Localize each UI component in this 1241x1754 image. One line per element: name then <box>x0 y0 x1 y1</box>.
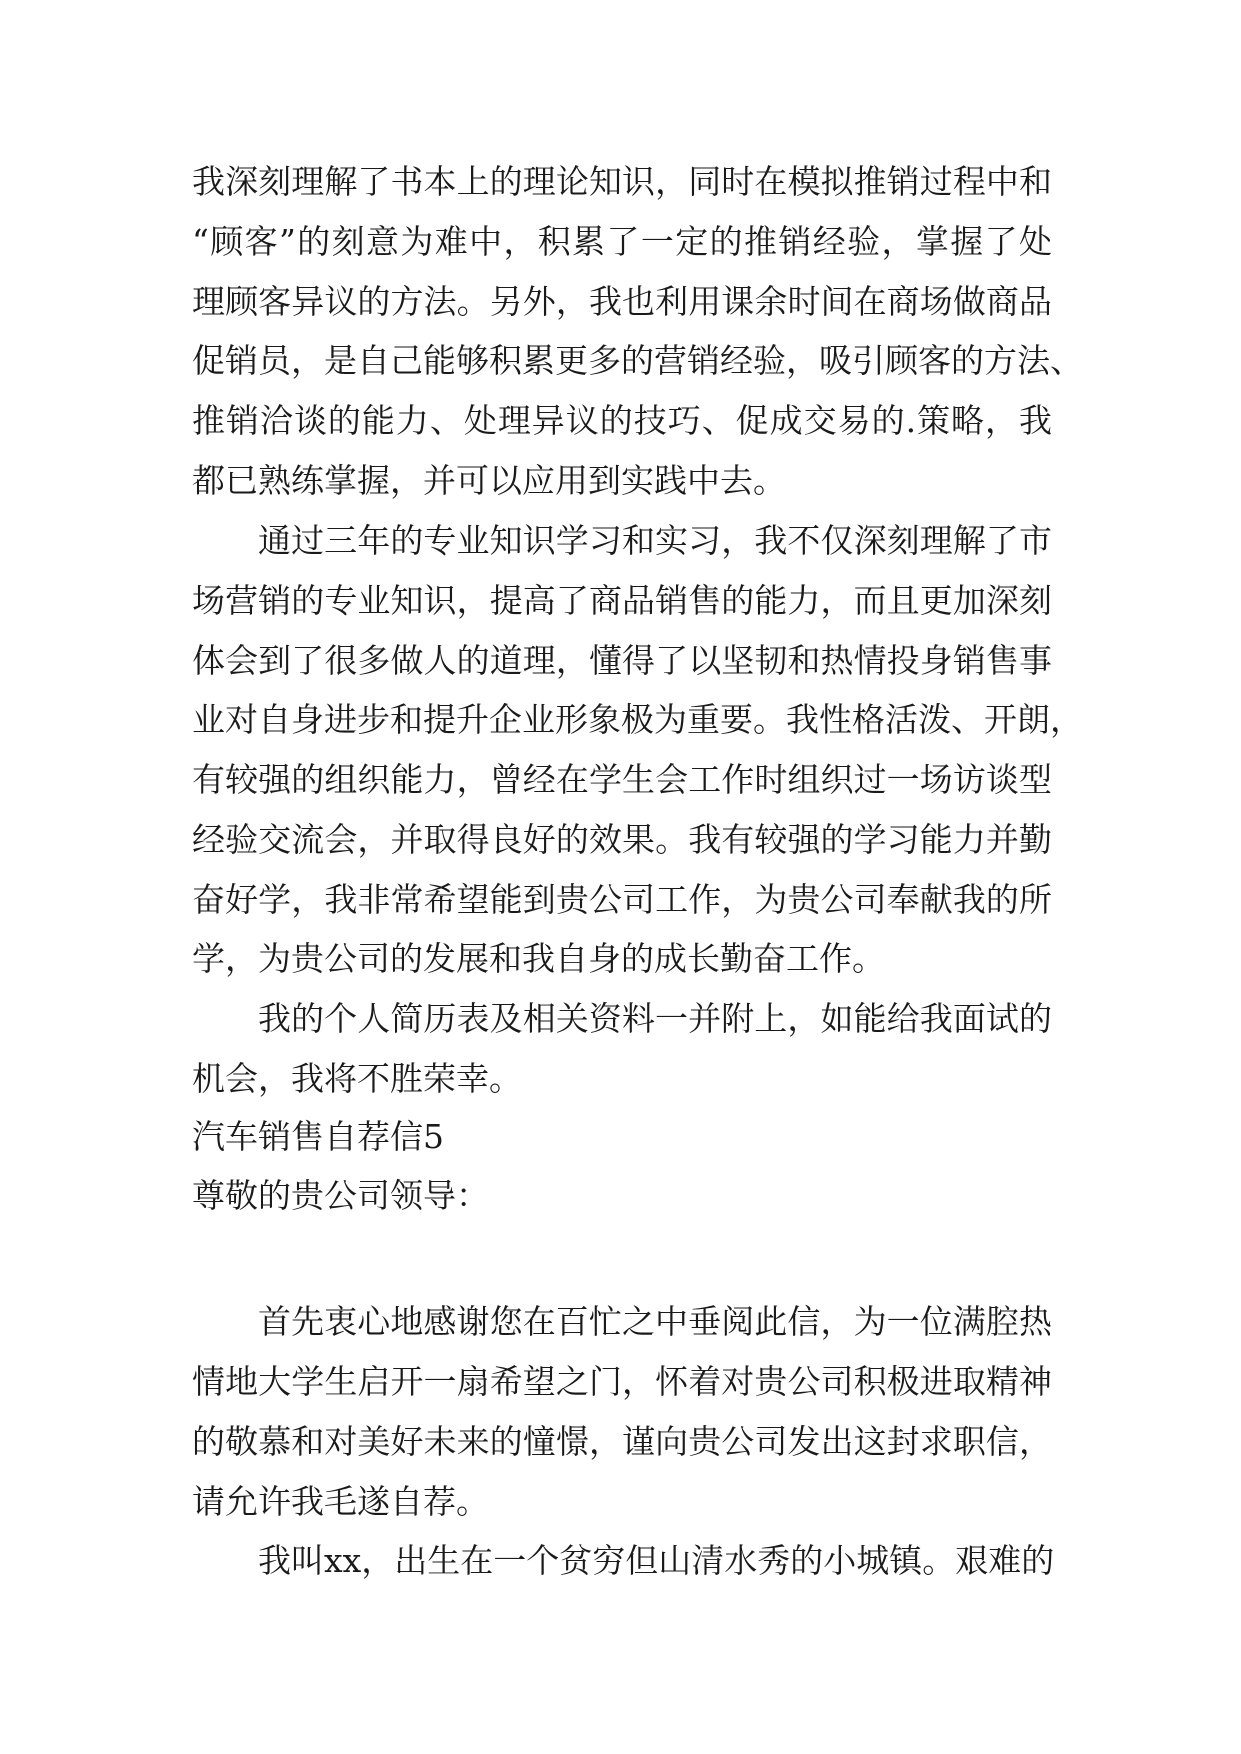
body-text-line: 理顾客异议的方法。另外，我也利用课余时间在商场做商品 <box>192 282 1052 321</box>
body-text-line: 推销洽谈的能力、处理异议的技巧、促成交易的.策略，我 <box>192 401 1052 440</box>
body-text-line: 体会到了很多做人的道理，懂得了以坚韧和热情投身销售事 <box>192 641 1052 680</box>
body-text-line: 促销员，是自己能够积累更多的营销经验，吸引顾客的方法、 <box>192 341 1083 380</box>
body-text-line: 学，为贵公司的发展和我自身的成长勤奋工作。 <box>192 939 885 978</box>
body-text-line: 情地大学生启开一扇希望之门，怀着对贵公司积极进取精神 <box>192 1362 1052 1401</box>
body-text-line: 经验交流会，并取得良好的效果。我有较强的学习能力并勤 <box>192 820 1052 859</box>
body-text-line: 机会，我将不胜荣幸。 <box>192 1059 522 1098</box>
body-text-line: 我深刻理解了书本上的理论知识，同时在模拟推销过程中和 <box>192 162 1052 201</box>
body-text-line: 请允许我毛遂自荐。 <box>192 1482 489 1521</box>
body-text-line: 都已熟练掌握，并可以应用到实践中去。 <box>192 461 786 500</box>
body-text-line: “顾客”的刻意为难中，积累了一定的推销经验，掌握了处 <box>192 222 1052 261</box>
body-text-line: 有较强的组织能力，曾经在学生会工作时组织过一场访谈型 <box>192 760 1052 799</box>
paragraph-first-line: 我叫xx，出生在一个贫穷但山清水秀的小城镇。艰难的 <box>258 1541 1055 1580</box>
paragraph-first-line: 首先衷心地感谢您在百忙之中垂阅此信，为一位满腔热 <box>258 1302 1052 1341</box>
body-text-line: 奋好学，我非常希望能到贵公司工作，为贵公司奉献我的所 <box>192 880 1052 919</box>
body-text-line: 业对自身进步和提升企业形象极为重要。我性格活泼、开朗， <box>192 700 1083 739</box>
body-text-line: 场营销的专业知识，提高了商品销售的能力，而且更加深刻 <box>192 581 1052 620</box>
paragraph-first-line: 通过三年的专业知识学习和实习，我不仅深刻理解了市 <box>258 521 1052 560</box>
salutation: 尊敬的贵公司领导： <box>192 1176 489 1215</box>
body-text-line: 的敬慕和对美好未来的憧憬，谨向贵公司发出这封求职信， <box>192 1422 1052 1461</box>
section-heading: 汽车销售自荐信5 <box>192 1117 444 1156</box>
paragraph-first-line: 我的个人简历表及相关资料一并附上，如能给我面试的 <box>258 999 1052 1038</box>
